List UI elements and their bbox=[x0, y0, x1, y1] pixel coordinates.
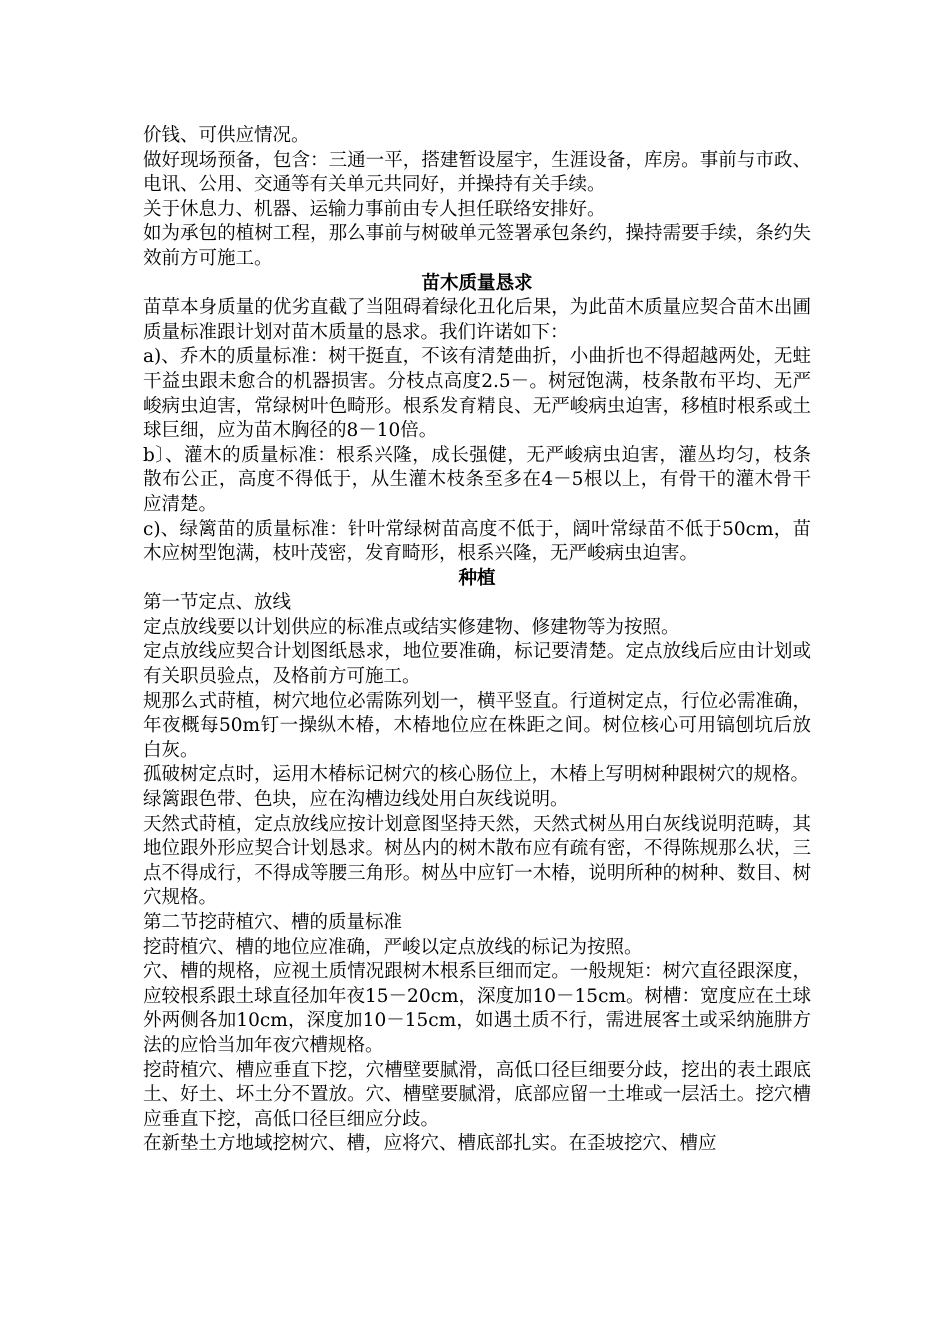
subsection-title: 第二节挖莳植穴、槽的质量标准 bbox=[143, 912, 403, 933]
paragraph: 在新垫土方地域挖树穴、槽，应将穴、槽底部扎实。在歪坡挖穴、槽应 bbox=[143, 1133, 717, 1155]
paragraph: 挖莳植穴、槽的地位应准确，严峻以定点放线的标记为按照。 bbox=[143, 936, 643, 958]
paragraph: 孤破树定点时，运用木椿标记树穴的核心肠位上，木椿上写明树种跟树穴的规格。 bbox=[143, 764, 810, 786]
paragraph: 挖莳植穴、槽应垂直下挖，穴槽壁要腻滑，高低口径巨细要分歧，挖出的表土跟底土、好土、坏土分不置放。穴、槽壁要腻滑，底部应留一土堆或一层活土。挖穴槽应垂直下挖，高低口径巨细应分歧。 bbox=[143, 1059, 811, 1130]
paragraph: 天然式莳植，定点放线应按计划意图坚持天然，天然式树丛用白灰线说明范畴，其地位跟外形应契合计划恳求。树丛内的树木散布应有疏有密，不得陈规那么状，三点不得成行，不得成等腰三角形。树丛中应钉一木椿，说明所种的树种、数目、树穴规格。 bbox=[143, 813, 811, 909]
paragraph: 绿篱跟色带、色块，应在沟槽边线处用白灰线说明。 bbox=[143, 789, 569, 811]
paragraph: 如为承包的植树工程，那么事前与树破单元签署承包条约，操持需要手续，条约失效前方可施工。 bbox=[143, 223, 811, 269]
paragraph: b〕、灌木的质量标准：根系兴隆，成长强健，无严峻病虫迫害，灌丛均匀，枝条散布公正，高度不得低于，从生灌木枝条至多在4－5根以上，有骨干的灌木骨干应清楚。 bbox=[143, 444, 811, 515]
paragraph: 苗草本身质量的优劣直截了当阻碍着绿化丑化后果，为此苗木质量应契合苗木出圃质量标准跟计划对苗木质量的恳求。我们许诺如下： bbox=[143, 297, 811, 343]
section-heading-planting: 种植 bbox=[458, 567, 496, 589]
subsection-title: 第一节定点、放线 bbox=[143, 592, 292, 614]
paragraph: 做好现场预备，包含：三通一平，搭建暂设屋宇，生涯设备，库房。事前与市政、电讯、公用、交通等有关单元共同好，并操持有关手续。 bbox=[143, 149, 811, 196]
paragraph: 定点放线应契合计划图纸恳求，地位要准确，标记要清楚。定点放线后应由计划或有关职员验点，及格前方可施工。 bbox=[143, 641, 811, 688]
paragraph: 关于休息力、机器、运输力事前由专人担任联络安排好。 bbox=[143, 198, 606, 220]
paragraph: a)、乔木的质量标准：树干挺直，不该有清楚曲折，小曲折也不得超越两处，无蛀干益虫跟未愈合的机器损害。分枝点高度2.5－。树冠饱满，枝条散布平均、无严峻病虫迫害，常绿树叶色畸形。根系发育精良、无严峻病虫迫害，移植时根系或土球巨细，应为苗木胸径的8－10倍。 bbox=[143, 346, 811, 442]
paragraph: 规那么式莳植，树穴地位必需陈列划一，横平竖直。行道树定点，行位必需准确，年夜概每50m钉一操纵木椿，木椿地位应在株距之间。树位核心可用镐刨坑后放白灰。 bbox=[143, 690, 811, 761]
paragraph: c)、绿篱苗的质量标准：针叶常绿树苗高度不低于，阔叶常绿苗不低于50cm，苗木应树型饱满，枝叶茂密，发育畸形，根系兴隆，无严峻病虫迫害。 bbox=[143, 518, 811, 565]
paragraph: 价钱、可供应情况。 bbox=[143, 125, 310, 146]
document-page bbox=[143, 124, 811, 1157]
paragraph: 穴、槽的规格，应视土质情况跟树木根系巨细而定。一般规矩：树穴直径跟深度，应较根系跟土球直径加年夜15－20cm，深度加10－15cm。树槽：宽度应在土球外两侧各加10cm，深度加10－15cm，如遇土质不行，需进展客土或采纳施肼方法的应恰当加年夜穴槽规格。 bbox=[143, 961, 811, 1056]
section-heading-seedling-quality: 苗木质量恳求 bbox=[421, 272, 533, 294]
paragraph: 定点放线要以计划供应的标准点或结实修建物、修建物等为按照。 bbox=[143, 616, 680, 638]
